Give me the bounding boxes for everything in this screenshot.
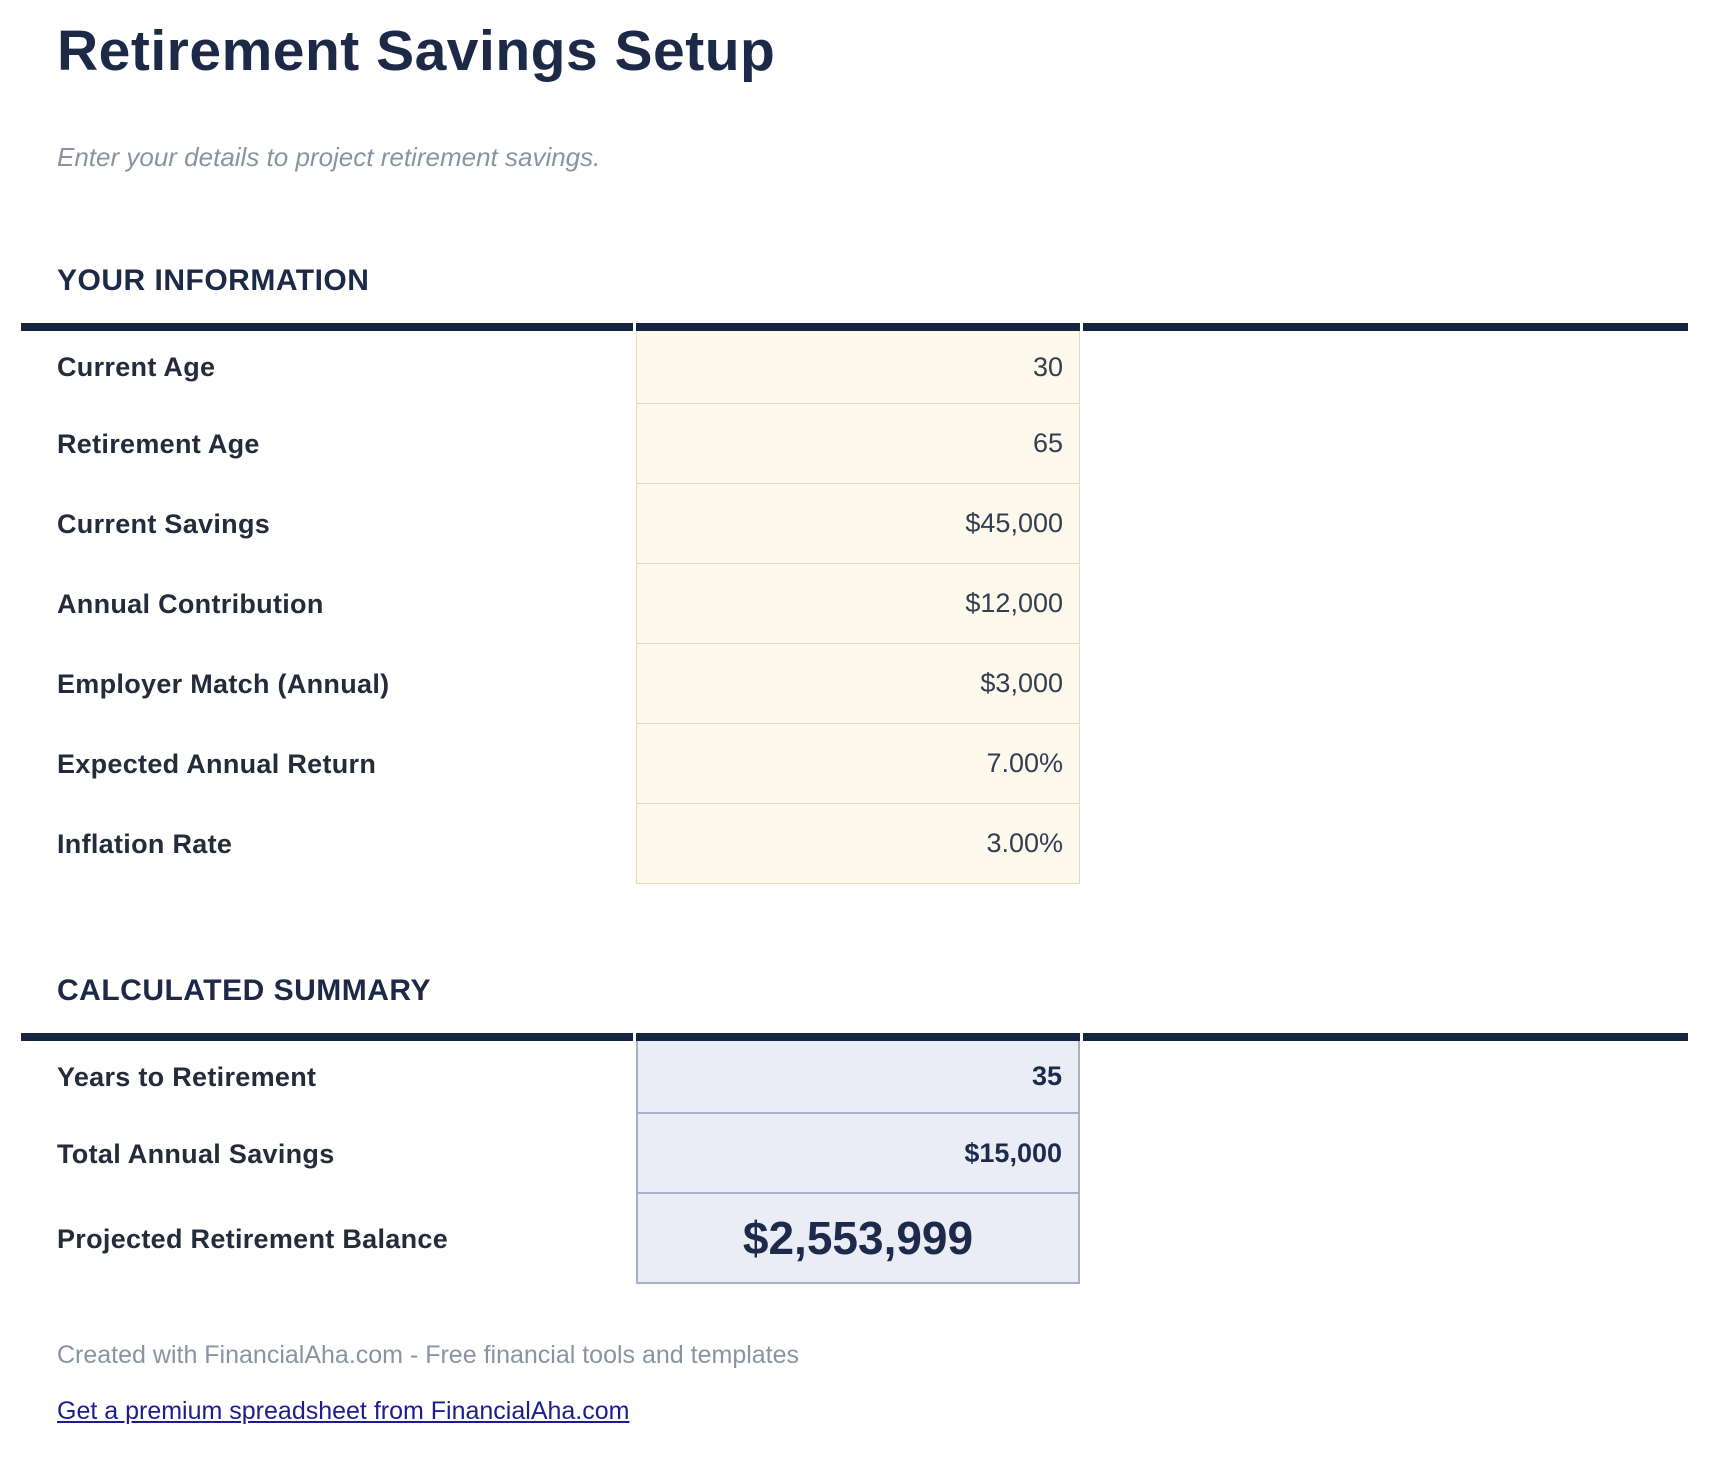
rule-segment bbox=[636, 323, 1080, 331]
row-label-inflation-rate: Inflation Rate bbox=[57, 828, 233, 859]
row-label-total-annual-savings: Total Annual Savings bbox=[57, 1138, 335, 1169]
summary-table-top-rule bbox=[21, 1033, 1688, 1041]
table-row bbox=[21, 1194, 1688, 1284]
row-label-annual-contribution: Annual Contribution bbox=[57, 588, 324, 619]
row-spacer bbox=[1083, 724, 1688, 804]
row-spacer bbox=[1083, 564, 1688, 644]
row-spacer bbox=[1083, 484, 1688, 564]
table-row bbox=[21, 564, 1688, 644]
row-spacer bbox=[1083, 1041, 1688, 1114]
rule-segment bbox=[1083, 1033, 1688, 1041]
input-current-savings[interactable]: $45,000 bbox=[636, 484, 1080, 564]
table-row bbox=[21, 1041, 1688, 1114]
rule-segment bbox=[21, 1033, 633, 1041]
info-table-top-rule bbox=[21, 323, 1688, 331]
table-row bbox=[21, 644, 1688, 724]
section-heading-calculated-summary: CALCULATED SUMMARY bbox=[57, 974, 431, 1007]
row-label-employer-match: Employer Match (Annual) bbox=[57, 668, 390, 699]
input-retirement-age[interactable]: 65 bbox=[636, 404, 1080, 484]
summary-table bbox=[21, 1041, 1688, 1284]
calculated-total-annual-savings: $15,000 bbox=[636, 1114, 1080, 1194]
row-label-years-to-retirement: Years to Retirement bbox=[57, 1062, 317, 1092]
input-annual-contribution[interactable]: $12,000 bbox=[636, 564, 1080, 644]
calculated-years-to-retirement: 35 bbox=[636, 1041, 1080, 1114]
footer-credit-text: Created with FinancialAha.com - Free financial tools and templates bbox=[57, 1341, 800, 1369]
row-label-expected-annual-return: Expected Annual Return bbox=[57, 748, 377, 779]
table-row bbox=[21, 331, 1688, 404]
row-label-retirement-age: Retirement Age bbox=[57, 428, 260, 459]
input-current-age[interactable]: 30 bbox=[636, 331, 1080, 404]
rule-segment bbox=[1083, 323, 1688, 331]
section-heading-your-information: YOUR INFORMATION bbox=[57, 264, 370, 297]
table-row bbox=[21, 724, 1688, 804]
rule-segment bbox=[21, 323, 633, 331]
row-spacer bbox=[1083, 644, 1688, 724]
premium-spreadsheet-link[interactable]: Get a premium spreadsheet from FinancialAha.com bbox=[57, 1397, 630, 1425]
row-label-projected-retirement-balance: Projected Retirement Balance bbox=[57, 1223, 449, 1254]
row-spacer bbox=[1083, 404, 1688, 484]
info-table bbox=[21, 331, 1688, 884]
row-spacer bbox=[1083, 804, 1688, 884]
table-row bbox=[21, 804, 1688, 884]
input-expected-annual-return[interactable]: 7.00% bbox=[636, 724, 1080, 804]
rule-segment bbox=[636, 1033, 1080, 1041]
row-spacer bbox=[1083, 1114, 1688, 1194]
table-row bbox=[21, 484, 1688, 564]
row-label-current-savings: Current Savings bbox=[57, 508, 271, 539]
input-inflation-rate[interactable]: 3.00% bbox=[636, 804, 1080, 884]
table-row bbox=[21, 404, 1688, 484]
row-spacer bbox=[1083, 1194, 1688, 1284]
table-row bbox=[21, 1114, 1688, 1194]
input-employer-match[interactable]: $3,000 bbox=[636, 644, 1080, 724]
page-subtitle: Enter your details to project retirement savings. bbox=[57, 142, 601, 172]
row-spacer bbox=[1083, 331, 1688, 404]
footer-link-row bbox=[57, 1397, 1688, 1426]
calculated-projected-retirement-balance: $2,553,999 bbox=[636, 1194, 1080, 1284]
page-title: Retirement Savings Setup bbox=[57, 19, 776, 83]
row-label-current-age: Current Age bbox=[57, 352, 216, 382]
